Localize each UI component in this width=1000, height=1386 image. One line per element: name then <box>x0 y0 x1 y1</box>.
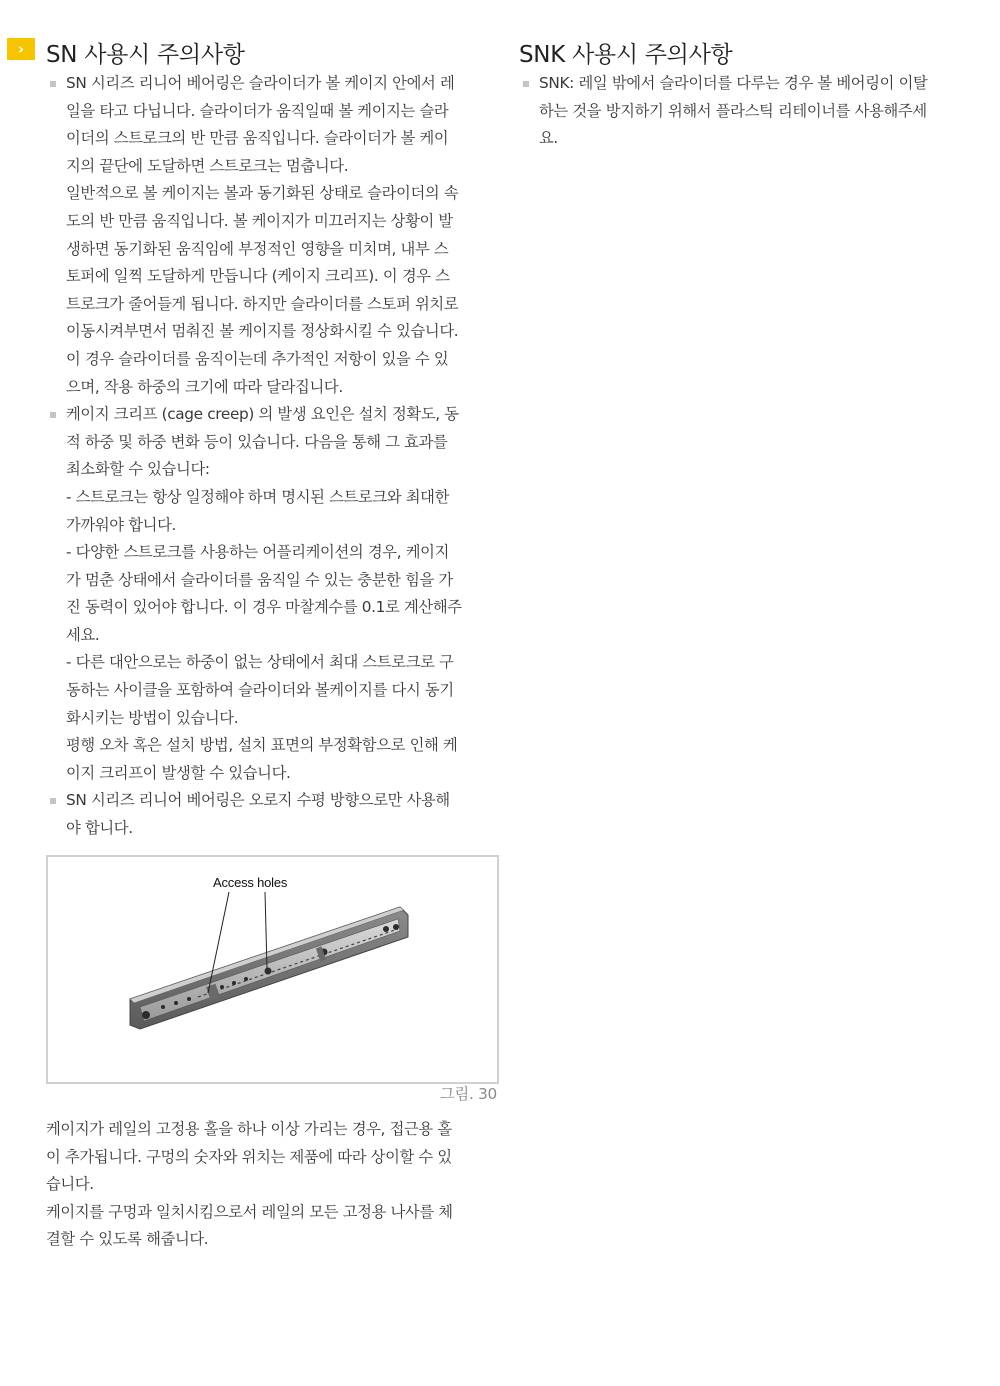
text-line: 이더의 스트로크의 반 만큼 움직입니다. 슬라이더가 볼 케이 <box>66 129 449 148</box>
text-line: 도의 반 만큼 움직입니다. 볼 케이지가 미끄러지는 상황이 발 <box>66 211 453 230</box>
sn-bullet-list <box>46 70 498 843</box>
text-line: 이 추가됩니다. 구멍의 숫자와 위치는 제품에 따라 상이할 수 있 <box>46 1147 452 1166</box>
text-line: 진 동력이 있어야 합니다. 이 경우 마찰계수를 0.1로 계산해주 <box>66 598 462 617</box>
linear-rail-illustration <box>48 857 497 1082</box>
section-chevron-icon: › <box>7 38 35 60</box>
text-line: 일반적으로 볼 케이지는 볼과 동기화된 상태로 슬라이더의 속 <box>66 184 459 203</box>
section-heading-snk: SNK 사용시 주의사항 <box>519 42 733 68</box>
text-line: 평행 오차 혹은 설치 방법, 설치 표면의 부정확함으로 인해 케 <box>66 736 458 755</box>
text-line: SNK: 레일 밖에서 슬라이더를 다루는 경우 볼 베어링이 이탈 <box>539 74 928 92</box>
text-line: 으며, 작용 하중의 크기에 따라 달라집니다. <box>66 377 343 396</box>
figure-description <box>46 1116 498 1254</box>
list-item <box>46 787 498 842</box>
text-line: 동하는 사이클을 포함하여 슬라이더와 볼케이지를 다시 동기 <box>66 681 454 700</box>
text-line: 케이지 크리프 (cage creep) 의 발생 요인은 설치 정확도, 동 <box>66 405 459 424</box>
text-line: 화시키는 방법이 있습니다. <box>66 708 239 727</box>
text-line: 케이지가 레일의 고정용 홀을 하나 이상 가리는 경우, 접근용 홀 <box>46 1120 452 1138</box>
text-line: 일을 타고 다닙니다. 슬라이더가 움직일때 볼 케이지는 슬라 <box>66 101 449 120</box>
text-line: 트로크가 줄어들게 됩니다. 하지만 슬라이더를 스토퍼 위치로 <box>66 294 459 313</box>
text-line: 이동시켜부면서 멈춰진 볼 케이지를 정상화시킬 수 있습니다. <box>66 322 459 341</box>
list-item <box>519 70 974 153</box>
figure-caption: 그림. 30 <box>440 1085 497 1103</box>
text-line: 최소화할 수 있습니다: <box>66 460 210 479</box>
square-bullet-icon <box>50 81 56 87</box>
section-heading-sn: SN 사용시 주의사항 <box>46 42 245 68</box>
text-line: 적 하중 및 하중 변화 등이 있습니다. 다음을 통해 그 효과를 <box>66 432 448 451</box>
square-bullet-icon <box>50 798 56 804</box>
text-line: 이지 크리프이 발생할 수 있습니다. <box>66 763 291 782</box>
text-line: 생하면 동기화된 움직임에 부정적인 영향을 미치며, 내부 스 <box>66 239 449 258</box>
text-line: SN 시리즈 리니어 베어링은 슬라이더가 볼 케이지 안에서 레 <box>66 74 455 92</box>
text-line: 지의 끝단에 도달하면 스트로크는 멈춥니다. <box>66 156 349 175</box>
text-line: - 다른 대안으로는 하중이 없는 상태에서 최대 스트로크로 구 <box>66 653 454 672</box>
text-line: 세요. <box>66 625 100 644</box>
square-bullet-icon <box>523 81 529 87</box>
text-line: - 스트로크는 항상 일정해야 하며 명시된 스트로크와 최대한 <box>66 487 450 506</box>
text-line: - 다양한 스트로크를 사용하는 어플리케이션의 경우, 케이지 <box>66 543 450 562</box>
text-line: 케이지를 구멍과 일치시킴으로서 레일의 모든 고정용 나사를 체 <box>46 1202 453 1221</box>
text-line: 야 합니다. <box>66 819 133 838</box>
list-item <box>46 401 498 787</box>
snk-bullet-list <box>519 70 974 153</box>
text-line: 습니다. <box>46 1175 94 1194</box>
text-line: 가 멈춘 상태에서 슬라이더를 움직일 수 있는 충분한 힘을 가 <box>66 570 453 589</box>
text-line: 가까워야 합니다. <box>66 515 177 534</box>
square-bullet-icon <box>50 412 56 418</box>
list-item <box>46 70 498 401</box>
text-line: 요. <box>539 129 558 148</box>
text-line: 이 경우 슬라이더를 움직이는데 추가적인 저항이 있을 수 있 <box>66 349 449 368</box>
text-line: SN 시리즈 리니어 베어링은 오로지 수평 방향으로만 사용해 <box>66 791 450 810</box>
text-line: 하는 것을 방지하기 위해서 플라스틱 리테이너를 사용해주세 <box>539 101 927 120</box>
text-line: 토퍼에 일찍 도달하게 만듭니다 (케이지 크리프). 이 경우 스 <box>66 267 450 286</box>
text-line: 결할 수 있도록 해줍니다. <box>46 1230 209 1249</box>
figure-rail <box>46 855 499 1084</box>
figure-callout-label: Access holes <box>213 875 288 890</box>
